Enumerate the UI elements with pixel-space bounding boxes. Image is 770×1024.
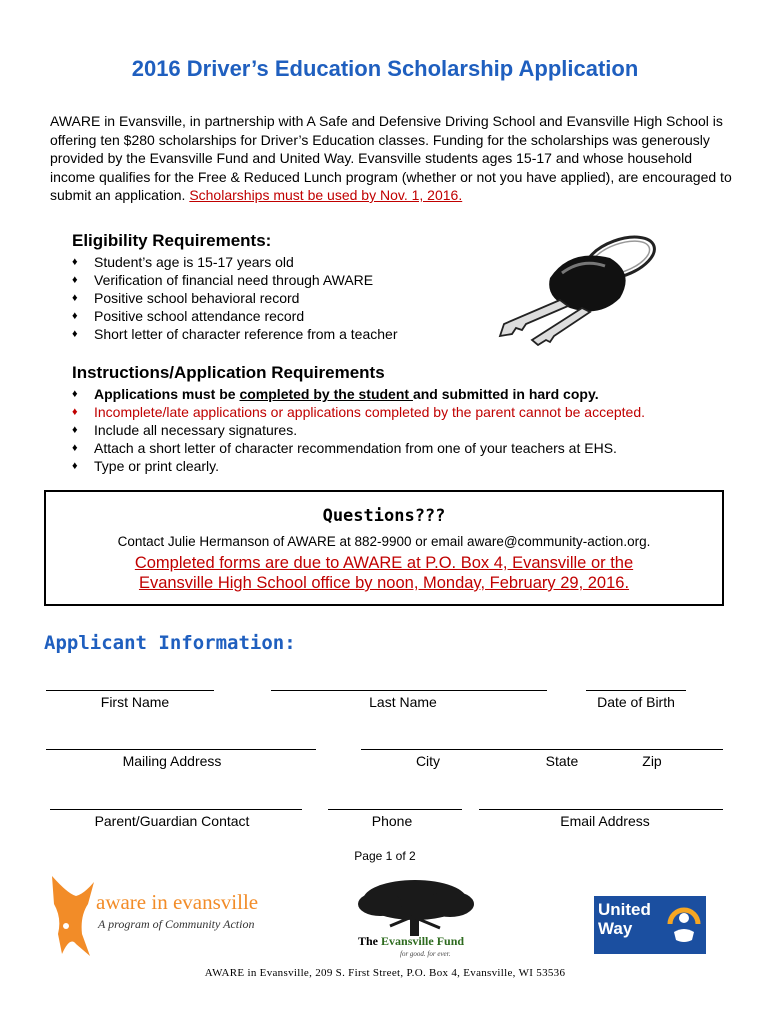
mailing-address-field[interactable] bbox=[46, 749, 316, 750]
eligibility-item-text: Verification of financial need through AWARE bbox=[94, 272, 374, 288]
fund-name bbox=[358, 934, 464, 949]
mailing-label: Mailing Address bbox=[122, 753, 222, 769]
eligibility-item bbox=[72, 253, 397, 271]
eligibility-item bbox=[72, 325, 397, 343]
instruction-item bbox=[72, 421, 645, 439]
guardian-label: Parent/Guardian Contact bbox=[94, 813, 250, 829]
due-line-2: Evansville High School office by noon, Monday, February 29, 2016. bbox=[138, 574, 630, 592]
instruction-text: Type or print clearly. bbox=[94, 458, 220, 474]
phone-label: Phone bbox=[371, 813, 413, 829]
page-number: Page 1 of 2 bbox=[354, 849, 416, 863]
diamond-bullet-icon: ♦ bbox=[72, 274, 78, 286]
evansville-fund-logo bbox=[340, 876, 530, 960]
eligibility-item-text: Positive school attendance record bbox=[94, 308, 305, 324]
diamond-bullet-icon: ♦ bbox=[72, 406, 78, 418]
eligibility-item bbox=[72, 289, 397, 307]
diamond-bullet-icon: ♦ bbox=[72, 310, 78, 322]
instruction-text: Attach a short letter of character recommendation from one of your teachers at EHS. bbox=[94, 440, 617, 456]
state-label: State bbox=[545, 753, 579, 769]
diamond-bullet-icon: ♦ bbox=[72, 328, 78, 340]
instruction-text: Include all necessary signatures. bbox=[94, 422, 298, 438]
phone-field[interactable] bbox=[328, 809, 462, 810]
fund-the: The bbox=[358, 934, 379, 948]
instructions-heading: Instructions/Application Requirements bbox=[72, 363, 385, 382]
aware-tagline: A program of Community Action bbox=[98, 917, 255, 931]
last-name-label: Last Name bbox=[369, 694, 437, 710]
questions-title: Questions??? bbox=[322, 506, 446, 526]
date-of-birth-field[interactable] bbox=[586, 690, 686, 691]
instruction-emphasis: completed by the student bbox=[239, 386, 413, 402]
uw-line-2: Way bbox=[598, 919, 633, 938]
eligibility-list bbox=[72, 253, 397, 343]
questions-box bbox=[44, 490, 724, 606]
first-name-field[interactable] bbox=[46, 690, 214, 691]
oak-tree-icon bbox=[340, 876, 530, 936]
page-title: 2016 Driver’s Education Scholarship Application bbox=[131, 56, 639, 81]
eligibility-section bbox=[72, 231, 397, 343]
diamond-bullet-icon: ♦ bbox=[72, 424, 78, 436]
instructions-list bbox=[72, 385, 645, 475]
questions-contact: Contact Julie Hermanson of AWARE at 882-9900 or email aware@community-action.org. bbox=[117, 534, 651, 549]
diamond-bullet-icon: ♦ bbox=[72, 460, 78, 472]
eligibility-item-text: Short letter of character reference from a teacher bbox=[94, 326, 398, 342]
instructions-section bbox=[72, 363, 645, 475]
email-field[interactable] bbox=[479, 809, 723, 810]
eligibility-item bbox=[72, 307, 397, 325]
uw-line-1: United bbox=[598, 900, 651, 919]
due-line-1: Completed forms are due to AWARE at P.O. Box 4, Evansville or the bbox=[134, 554, 634, 572]
intro-paragraph bbox=[50, 112, 740, 205]
fund-name-text: Evansville Fund bbox=[381, 934, 465, 948]
united-way-logo bbox=[594, 896, 706, 954]
due-date-notice bbox=[46, 553, 722, 593]
eligibility-item-text: Student’s age is 15-17 years old bbox=[94, 254, 294, 270]
instruction-item bbox=[72, 457, 645, 475]
instruction-item bbox=[72, 439, 645, 457]
diamond-bullet-icon: ♦ bbox=[72, 388, 78, 400]
instruction-text: and submitted in hard copy. bbox=[412, 386, 599, 402]
intro-deadline: Scholarships must be used by Nov. 1, 2016. bbox=[189, 187, 463, 203]
aware-logo bbox=[48, 874, 288, 958]
car-keys-icon bbox=[490, 228, 670, 346]
city-state-zip-field[interactable] bbox=[361, 749, 723, 750]
instruction-item bbox=[72, 385, 645, 403]
eligibility-heading: Eligibility Requirements: bbox=[72, 231, 272, 250]
eligibility-item bbox=[72, 271, 397, 289]
first-name-label: First Name bbox=[100, 694, 170, 710]
city-label: City bbox=[415, 753, 441, 769]
eligibility-item-text: Positive school behavioral record bbox=[94, 290, 300, 306]
guardian-contact-field[interactable] bbox=[50, 809, 302, 810]
diamond-bullet-icon: ♦ bbox=[72, 292, 78, 304]
diamond-bullet-icon: ♦ bbox=[72, 256, 78, 268]
zip-label: Zip bbox=[642, 753, 662, 769]
dob-label: Date of Birth bbox=[597, 694, 675, 710]
instruction-text: Applications must be bbox=[94, 386, 240, 402]
aware-figure-icon bbox=[48, 874, 98, 958]
email-label: Email Address bbox=[560, 813, 650, 829]
instruction-text: Incomplete/late applications or applications completed by the parent cannot be accepted. bbox=[94, 404, 646, 420]
last-name-field[interactable] bbox=[271, 690, 547, 691]
intro-text: AWARE in Evansville, in partnership with A Safe and Defensive Driving School and Evansville High School is offering ten $280 scholarships for Driver’s Education classes. Funding for the scholarships was generously provided by the Evansville Fund and United Way. Evansville students ages 15-17 and whose household income qualifies for the Free & Reduced Lunch program (whether or not you have applied), are encouraged to submit an application. bbox=[50, 113, 732, 203]
uw-hand-rainbow-icon bbox=[666, 902, 702, 948]
instruction-item bbox=[72, 403, 645, 421]
aware-name: aware in evansville bbox=[96, 890, 259, 914]
uw-text bbox=[598, 900, 651, 938]
applicant-heading: Applicant Information: bbox=[44, 632, 296, 654]
footer-address: AWARE in Evansville, 209 S. First Street, P.O. Box 4, Evansville, WI 53536 bbox=[204, 967, 566, 979]
fund-tagline: for good. for ever. bbox=[400, 950, 451, 958]
diamond-bullet-icon: ♦ bbox=[72, 442, 78, 454]
